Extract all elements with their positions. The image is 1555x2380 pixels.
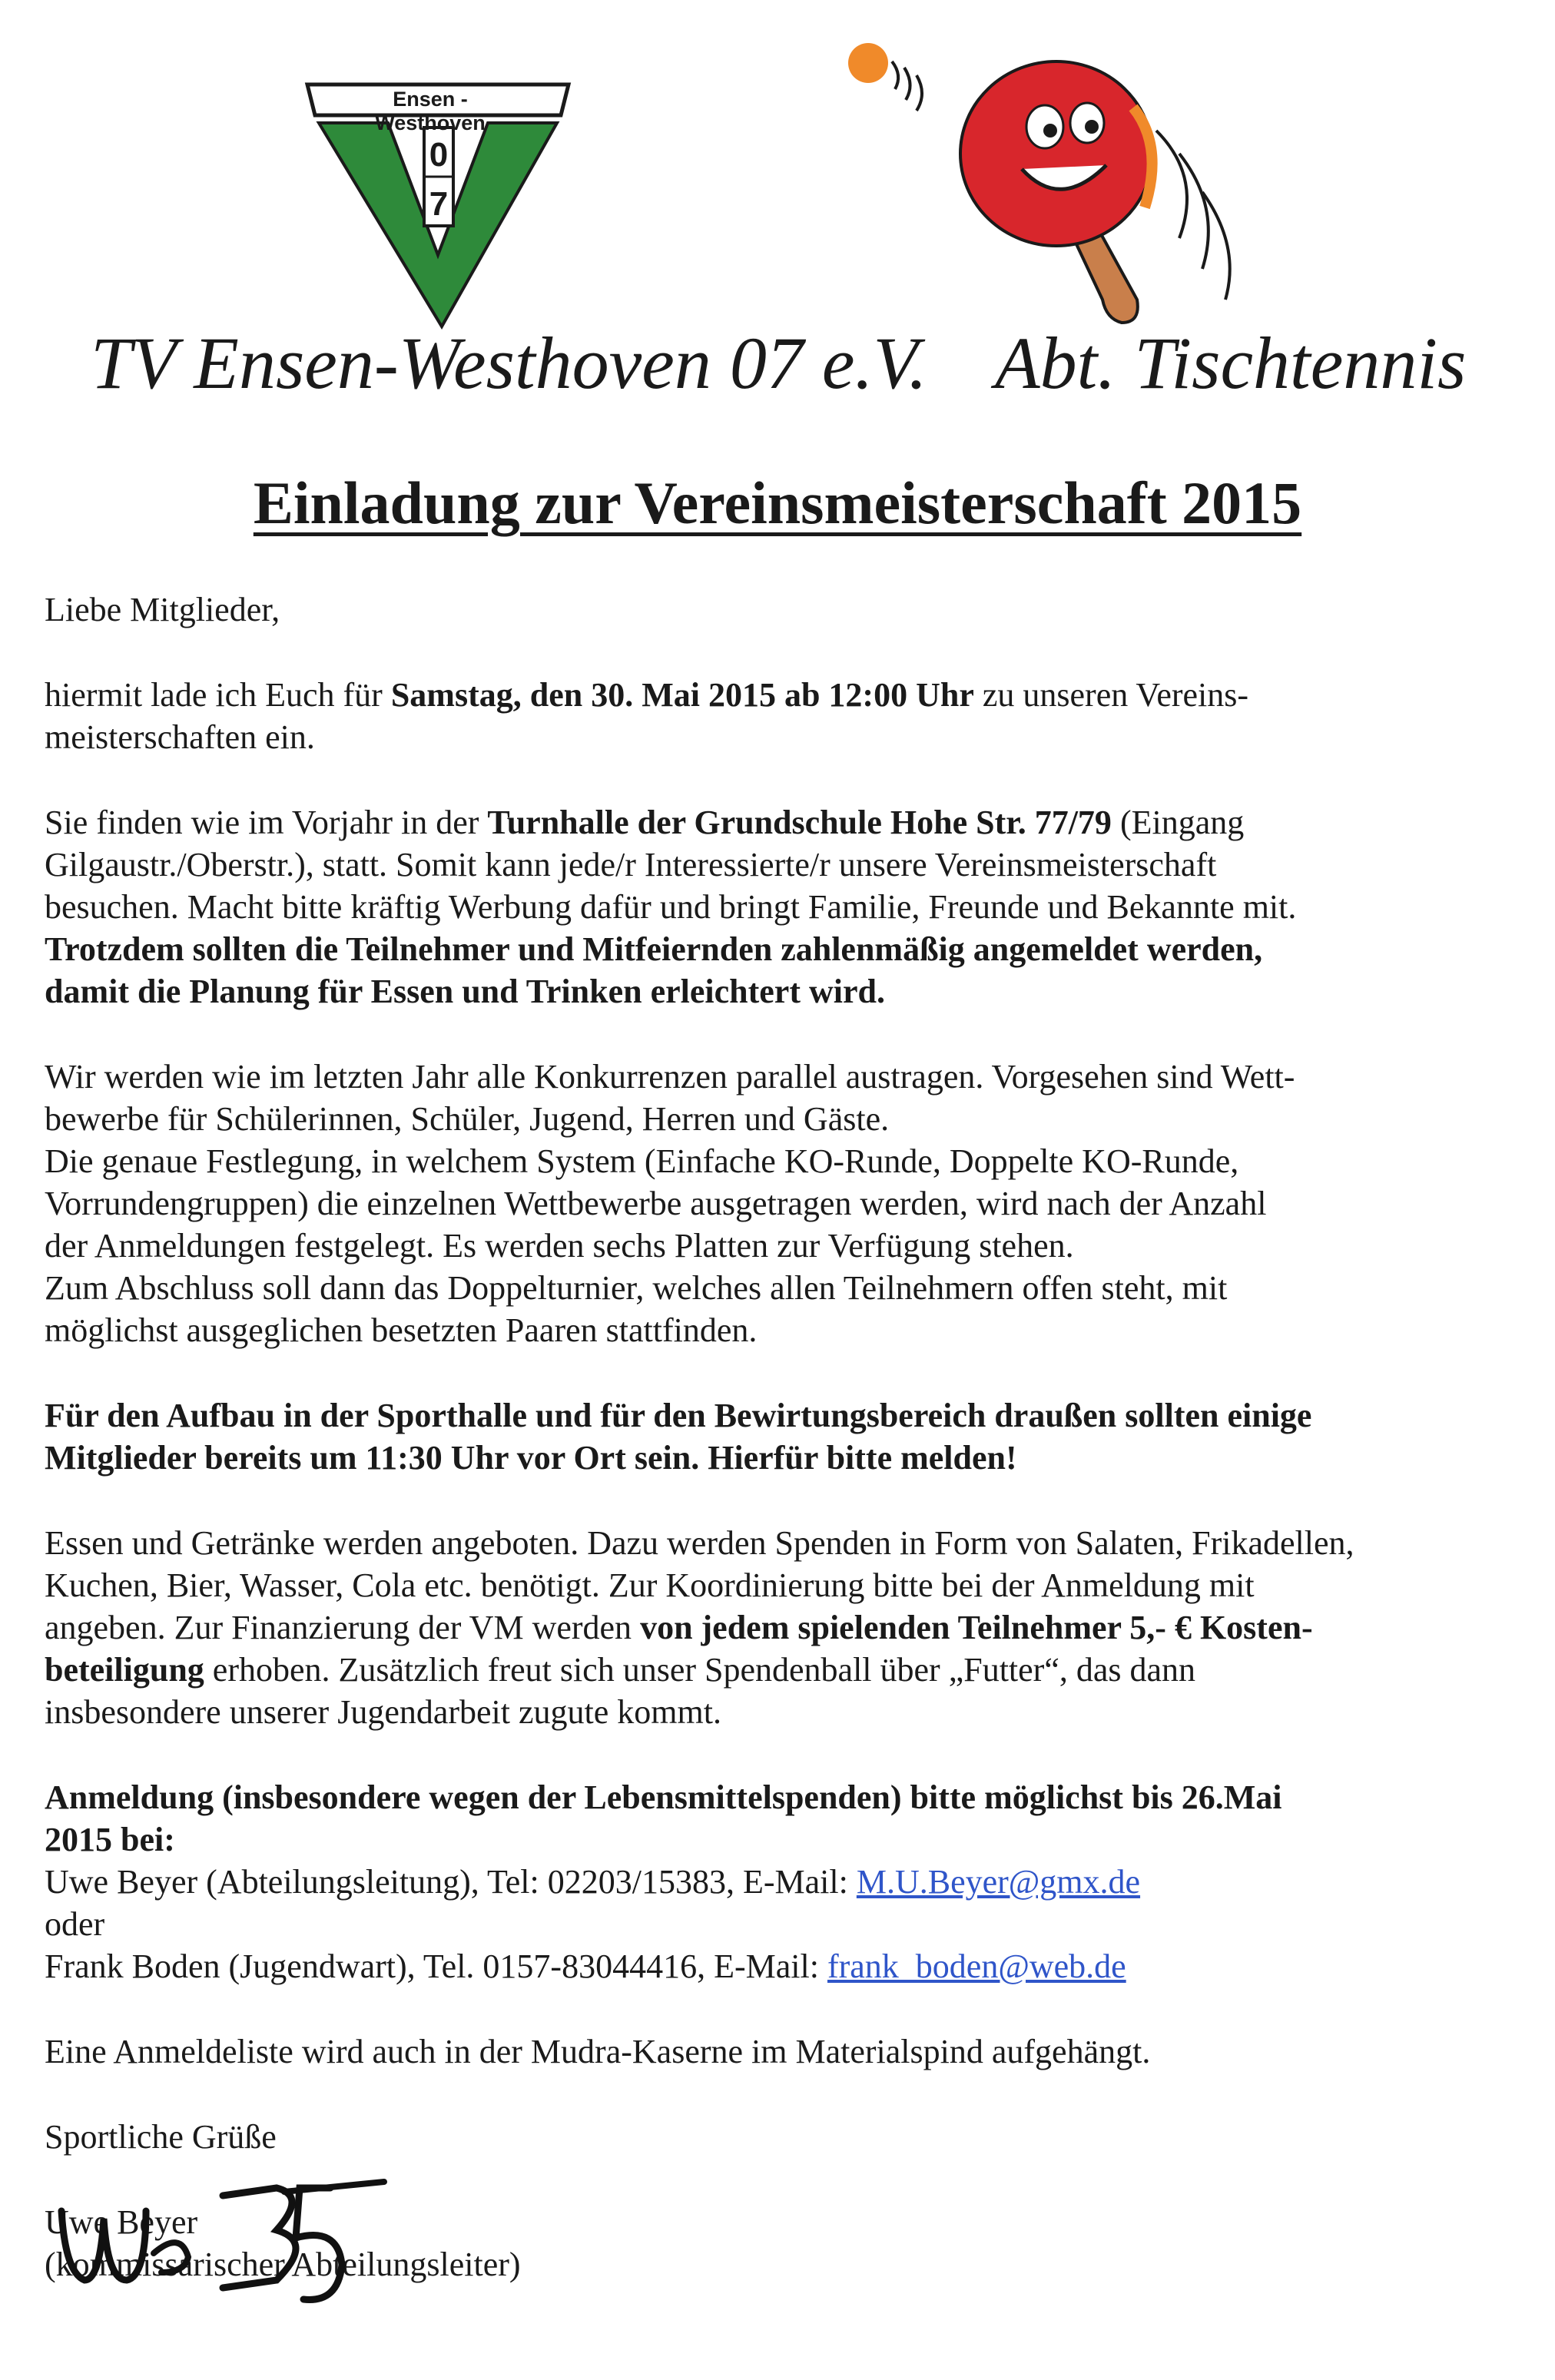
text-line: Die genaue Festlegung, in welchem System (Einfache KO-Runde, Doppelte KO-Runde, [45,1142,1239,1180]
text-span: Sie finden wie im Vorjahr in der [45,804,488,841]
text-line: bewerbe für Schülerinnen, Schüler, Jugend, Herren und Gäste. [45,1100,890,1138]
paragraph-date [45,674,1512,716]
signature-graphic [46,2165,407,2319]
paragraph-location [45,801,1512,844]
bold-line [45,928,1512,970]
bold-line [45,970,1512,1013]
venue: Turnhalle der Grundschule Hohe Str. 77/79 [487,804,1112,841]
paddle-icon [841,38,1272,346]
bold-text: Anmeldung (insbesondere wegen der Lebensmittelspenden) bitte möglichst bis 26.Mai [45,1778,1282,1816]
logo-digit-0: 0 [429,136,449,174]
text-span: (Eingang [1111,804,1245,841]
text-line: möglichst ausgeglichen besetzten Paaren stattfinden. [45,1311,758,1349]
page-title: Einladung zur Vereinsmeisterschaft 2015 [253,469,1302,536]
text-span: erhoben. Zusätzlich freut sich unser Spendenball über „Futter“, das dann [204,1651,1196,1689]
text-line [45,1649,1512,1691]
text-line: Vorrundengruppen) die einzelnen Wettbewerbe ausgetragen werden, wird nach der Anzahl [45,1185,1267,1222]
organization-name: TV Ensen-Westhoven 07 e.V. [91,322,927,404]
fee-text: beteiligung [45,1651,204,1689]
text-span: zu unseren Vereins- [973,676,1249,714]
bold-line [45,1776,1512,1818]
bold-text: Für den Aufbau in der Sporthalle und für den Bewirtungsbereich draußen sollten einige [45,1397,1312,1434]
text-line: Gilgaustr./Oberstr.), statt. Somit kann jede/r Interessierte/r unsere Vereinsmeisterschaft [45,846,1217,883]
division-name: Abt. Tischtennis [995,322,1467,404]
text-line: oder [45,1905,105,1943]
email-link-beyer[interactable]: M.U.Beyer@gmx.de [856,1863,1141,1901]
text-line: Zum Abschluss soll dann das Doppelturnier, welches allen Teilnehmern offen steht, mit [45,1269,1228,1307]
text-line: Essen und Getränke werden angeboten. Dazu werden Spenden in Form von Salaten, Frikadellen, [45,1524,1354,1562]
fee-text: von jedem spielenden Teilnehmer 5,- € Kosten- [640,1609,1313,1646]
bold-text: Mitglieder bereits um 11:30 Uhr vor Ort sein. Hierfür bitte melden! [45,1439,1017,1477]
signer-role: (kommissarischer Abteilungsleiter) [45,2246,521,2283]
text-line: meisterschaften ein. [45,718,315,756]
text-line [45,1606,1512,1649]
club-logo [292,77,584,338]
text-line: insbesondere unserer Jugendarbeit zugute kommt. [45,1693,721,1731]
letter-body [45,588,1512,2286]
contact-line [45,1861,1512,1903]
table-tennis-mascot [841,38,1272,346]
bold-line [45,1437,1512,1479]
event-date: Samstag, den 30. Mai 2015 ab 12:00 Uhr [390,676,974,714]
bold-line [45,1818,1512,1861]
text-line: der Anmeldungen festgelegt. Es werden sechs Platten zur Verfügung stehen. [45,1227,1074,1265]
email-link-boden[interactable]: frank_boden@web.de [827,1947,1126,1985]
signer-name: Uwe Beyer [45,2203,198,2241]
salutation: Liebe Mitglieder, [45,591,280,628]
text-line: besuchen. Macht bitte kräftig Werbung dafür und bringt Familie, Freunde und Bekannte mit. [45,888,1297,926]
text-line: Eine Anmeldeliste wird auch in der Mudra-Kaserne im Materialspind aufgehängt. [45,2033,1151,2070]
bold-text: Trotzdem sollten die Teilnehmer und Mitfeiernden zahlenmäßig angemeldet werden, [45,930,1263,968]
text-line: Wir werden wie im letzten Jahr alle Konkurrenzen parallel austragen. Vorgesehen sind Wett- [45,1058,1295,1096]
signature [46,2165,407,2319]
bold-text: damit die Planung für Essen und Trinken erleichtert wird. [45,973,885,1010]
bold-line [45,1394,1512,1437]
text-span: angeben. Zur Finanzierung der VM werden [45,1609,641,1646]
closing: Sportliche Grüße [45,2118,277,2156]
contact-text: Frank Boden (Jugendwart), Tel. 0157-83044416, E-Mail: [45,1947,827,1985]
text-line: Kuchen, Bier, Wasser, Cola etc. benötigt. Zur Koordinierung bitte bei der Anmeldung mit [45,1566,1255,1604]
text-span: hiermit lade ich Euch für [45,676,391,714]
logo-digit-7: 7 [429,185,449,223]
contact-line [45,1945,1512,1987]
bold-text: 2015 bei: [45,1821,175,1858]
logo-text: Ensen - Westhoven [375,88,486,134]
contact-text: Uwe Beyer (Abteilungsleitung), Tel: 02203/15383, E-Mail: [45,1863,857,1901]
